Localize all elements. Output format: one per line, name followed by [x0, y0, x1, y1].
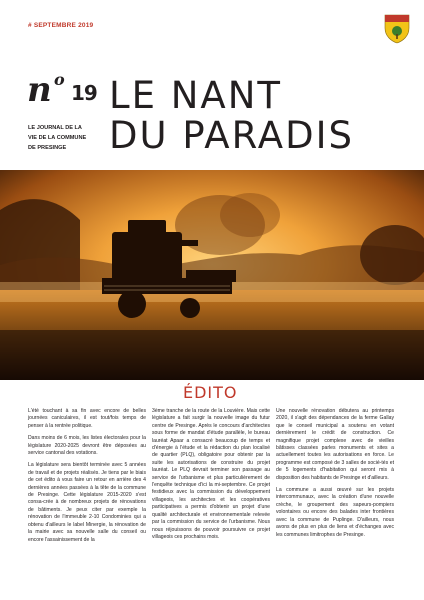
edito-paragraph: L'été touchant à sa fin avec encore de belles journées caniculaires, il est tout/fois temps de penser à la rentrée politique.: [28, 408, 146, 429]
subtitle-line: VIE DE LA COMMUNE: [28, 135, 87, 141]
edito-column-1: [28, 408, 146, 549]
edito-paragraph: 3ème tranche de la route de la Louvière. Mais cette législature a fait surgir la nouvelle image du futur centre de Presinge. Après le concours d'architectes sous forme de mandat d'étude parallèle, le bureau lauréat Apaar a consacré beaucoup de temps et d'énergie à l'étude et la rédaction du plan localisé de quartier (PLQ), obligatoire pour obtenir par la suite les autorisations de construire du projet lauréat. Le PLQ devrait terminer son passage au service de l'urbanisme et plus particulièrement de l'enquête technique d'ici la mi-septembre. Ce projet festidieux avec la commission du développement villageois, les architectes et les coopératives participatives a permis d'obtenir un projet d'une qualité architecturale et environnementale relevée par la commission du service de l'urbanisme. Nous nous réjouissons de pouvoir poursuivre ce projet villageois ces prochains mois.: [152, 408, 270, 540]
edito-paragraph: Dans moins de 6 mois, les listes électorales pour la législature 2020-2025 devront être déposées au service cantonal des votations.: [28, 435, 146, 457]
journal-subtitle: [28, 123, 108, 153]
masthead-line: DU PARADIS: [109, 114, 354, 157]
presinge-coat-of-arms-icon: [384, 14, 410, 44]
edito-title: ÉDITO: [183, 383, 238, 402]
issue-number-o: o: [54, 70, 65, 89]
combine-harvester-sunset-photo: [0, 170, 424, 380]
masthead-title: [109, 76, 354, 156]
issue-date: # SEPTEMBRE 2019: [28, 22, 94, 29]
hero-photo: [0, 170, 424, 380]
issue-number-block: [27, 70, 97, 110]
edito-paragraph: La commune a aussi œuvré sur les projets intercommunaux, avec la création d'une nouvelle crèche, le groupement des sapeurs-pompiers volontaires ou encore des balades inter frontières avec la commune de Puplinge. D'ailleurs, nous avons de plus en plus de liens et d'échanges avec les communes limitrophes de Presinge.: [276, 487, 394, 538]
edito-paragraph: Une nouvelle rénovation débutera au printemps 2020, il s'agit des dépendances de la ferme Gallay que le conseil municipal a soutenu en votant dernièrement le crédit de construction. Ce magnifique projet complexe avec de vieilles bâtisses classées parles monuments et sites a actuellement toutes les autorisations en force. Le programme est composé de 3 salles de socié-tés et de 5 logements d'habitation qui seront mis à disposition des habitants de Presinge et d'ailleurs.: [276, 408, 394, 481]
issue-number: 19: [71, 81, 97, 105]
edito-column-3: [276, 408, 394, 544]
edito-paragraph: La législature sera bientôt terminée avec 5 années de travail et de projets réalisés. Je tiens par le biais de cet édito à vous faire un retour en arrière des 4 dernières années passées à la tête de la commune de Presinge. Cette législature 2015-2020 s'est consa-crée à de nombreux projets de rénovations de bâtiments. Je peux citer par exemple la rénovation de l'immeuble 2-10 Condominies qui a obtenu d'ailleurs le label Minergie, la rénovation de la mairie avec sa nouvelle salle du conseil ou encore l'assainissement de la: [28, 462, 146, 543]
subtitle-line: DE PRESINGE: [28, 145, 67, 151]
subtitle-line: LE JOURNAL DE LA: [28, 125, 82, 131]
masthead-line: LE NANT: [109, 74, 283, 117]
issue-number-n: n: [27, 70, 52, 110]
edito-column-2: [152, 408, 270, 546]
